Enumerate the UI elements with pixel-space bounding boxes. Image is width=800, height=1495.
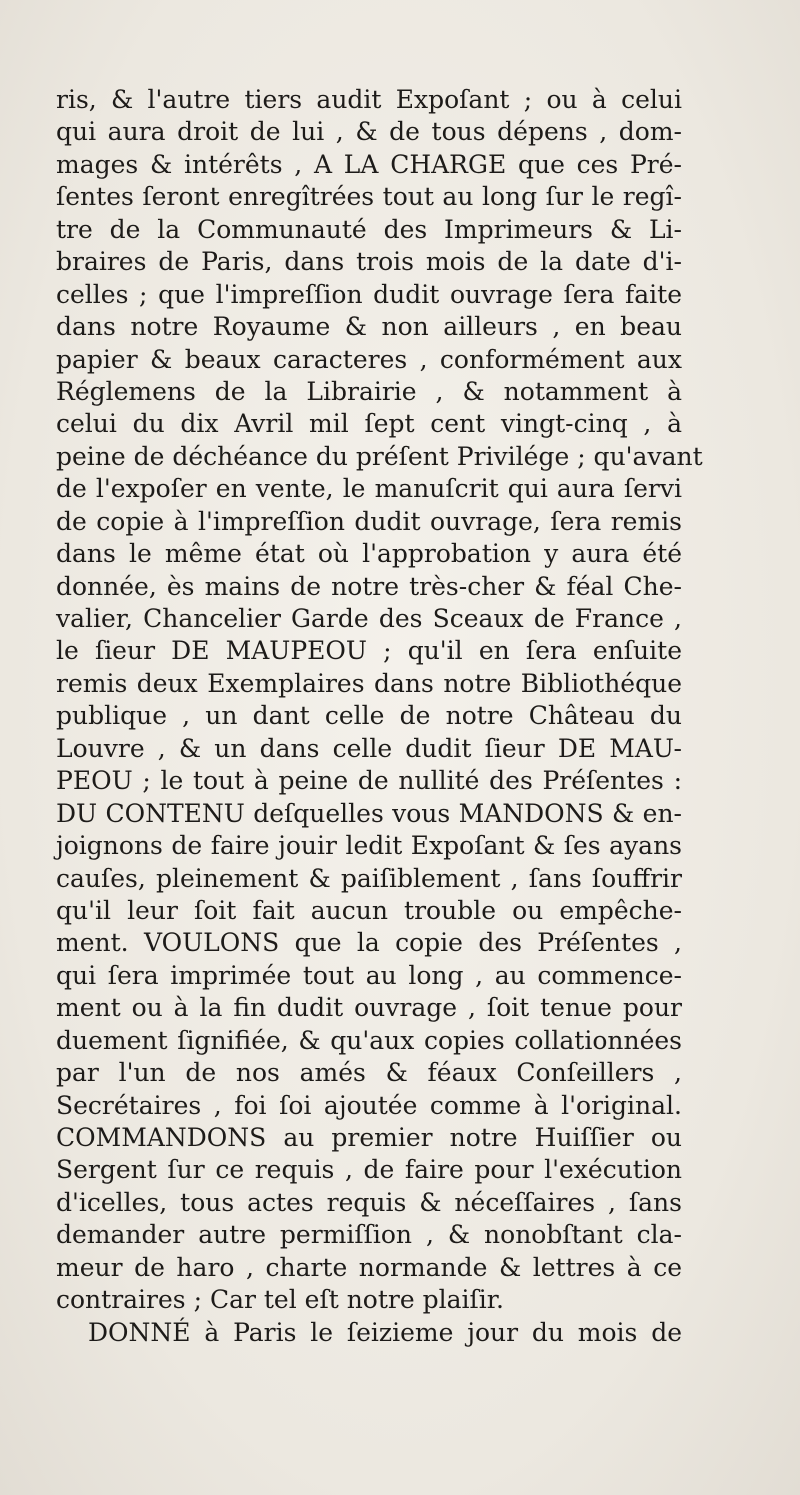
- text-line: Secrétaires , foi ſoi ajoutée comme à l'original.: [56, 1090, 682, 1120]
- text-line: ſentes ſeront enregîtrées tout au long ſur le regî-: [56, 182, 682, 212]
- text-line: qui ſera imprimée tout au long , au commence-: [56, 960, 682, 990]
- text-line: COMMANDONS au premier notre Huiſſier ou: [56, 1123, 682, 1152]
- text-line: par l'un de nos amés & féaux Conſeillers ,: [56, 1058, 682, 1088]
- text-line: publique , un dant celle de notre Château du: [56, 701, 682, 731]
- text-line: meur de haro , charte normande & lettres à ce: [56, 1252, 682, 1282]
- text-line: duement ſignifiée, & qu'aux copies collationnées: [56, 1025, 682, 1055]
- text-line: ment. VOULONS que la copie des Préſentes ,: [56, 928, 682, 958]
- text-line: PEOU ; le tout à peine de nullité des Préſentes :: [56, 766, 682, 796]
- text-line: le ſieur DE MAUPEOU ; qu'il en ſera enſuite: [56, 636, 682, 666]
- text-line: tre de la Communauté des Imprimeurs & Li-: [56, 214, 682, 244]
- text-line: papier & beaux caracteres , conformément aux: [56, 344, 682, 374]
- text-line: valier, Chancelier Garde des Sceaux de France ,: [56, 604, 682, 633]
- text-line: DONNÉ à Paris le ſeizieme jour du mois de: [88, 1317, 682, 1347]
- document-text: [56, 84, 703, 1349]
- text-line: braires de Paris, dans trois mois de la date d'i-: [56, 247, 682, 277]
- text-line: qu'il leur ſoit fait aucun trouble ou empêche-: [56, 895, 682, 925]
- text-line: joignons de faire jouir ledit Expoſant & ſes ayans: [56, 831, 682, 861]
- text-line: mages & intérêts , A LA CHARGE que ces Pré-: [56, 149, 682, 179]
- text-line: d'icelles, tous actes requis & néceſſaires , ſans: [56, 1187, 682, 1217]
- text-line: Sergent ſur ce requis , de faire pour l'exécution: [56, 1155, 682, 1185]
- text-line: donnée, ès mains de notre très-cher & féal Che-: [56, 571, 682, 601]
- text-line: Louvre , & un dans celle dudit ſieur DE MAU-: [56, 733, 682, 763]
- text-line: de copie à l'impreſſion dudit ouvrage, ſera remis: [56, 506, 682, 536]
- text-line: ris, & l'autre tiers audit Expoſant ; ou à celui: [56, 85, 682, 114]
- text-line: remis deux Exemplaires dans notre Bibliothéque: [56, 668, 682, 698]
- text-line: Réglemens de la Librairie , & notamment à: [56, 376, 682, 406]
- text-line: celui du dix Avril mil ſept cent vingt-cinq , à: [56, 409, 682, 439]
- text-line: celles ; que l'impreſſion dudit ouvrage ſera faite: [56, 279, 682, 309]
- text-line: dans le même état où l'approbation y aura été: [56, 539, 682, 569]
- text-line: qui aura droit de lui , & de tous dépens , dom-: [56, 117, 682, 147]
- text-line: cauſes, pleinement & paiſiblement , ſans ſouffrir: [56, 863, 682, 893]
- text-line: dans notre Royaume & non ailleurs , en beau: [56, 312, 682, 342]
- text-line: de l'expoſer en vente, le manuſcrit qui aura ſervi: [56, 474, 682, 504]
- text-line: ment ou à la fin dudit ouvrage , ſoit tenue pour: [56, 993, 682, 1023]
- text-line: contraires ; Car tel eſt notre plaiſir.: [56, 1285, 504, 1315]
- text-line: DU CONTENU deſquelles vous MANDONS & en-: [56, 798, 682, 828]
- text-line: demander autre permiſſion , & nonobſtant cla-: [56, 1220, 682, 1250]
- text-line: peine de déchéance du préſent Privilége ; qu'avant: [56, 441, 703, 471]
